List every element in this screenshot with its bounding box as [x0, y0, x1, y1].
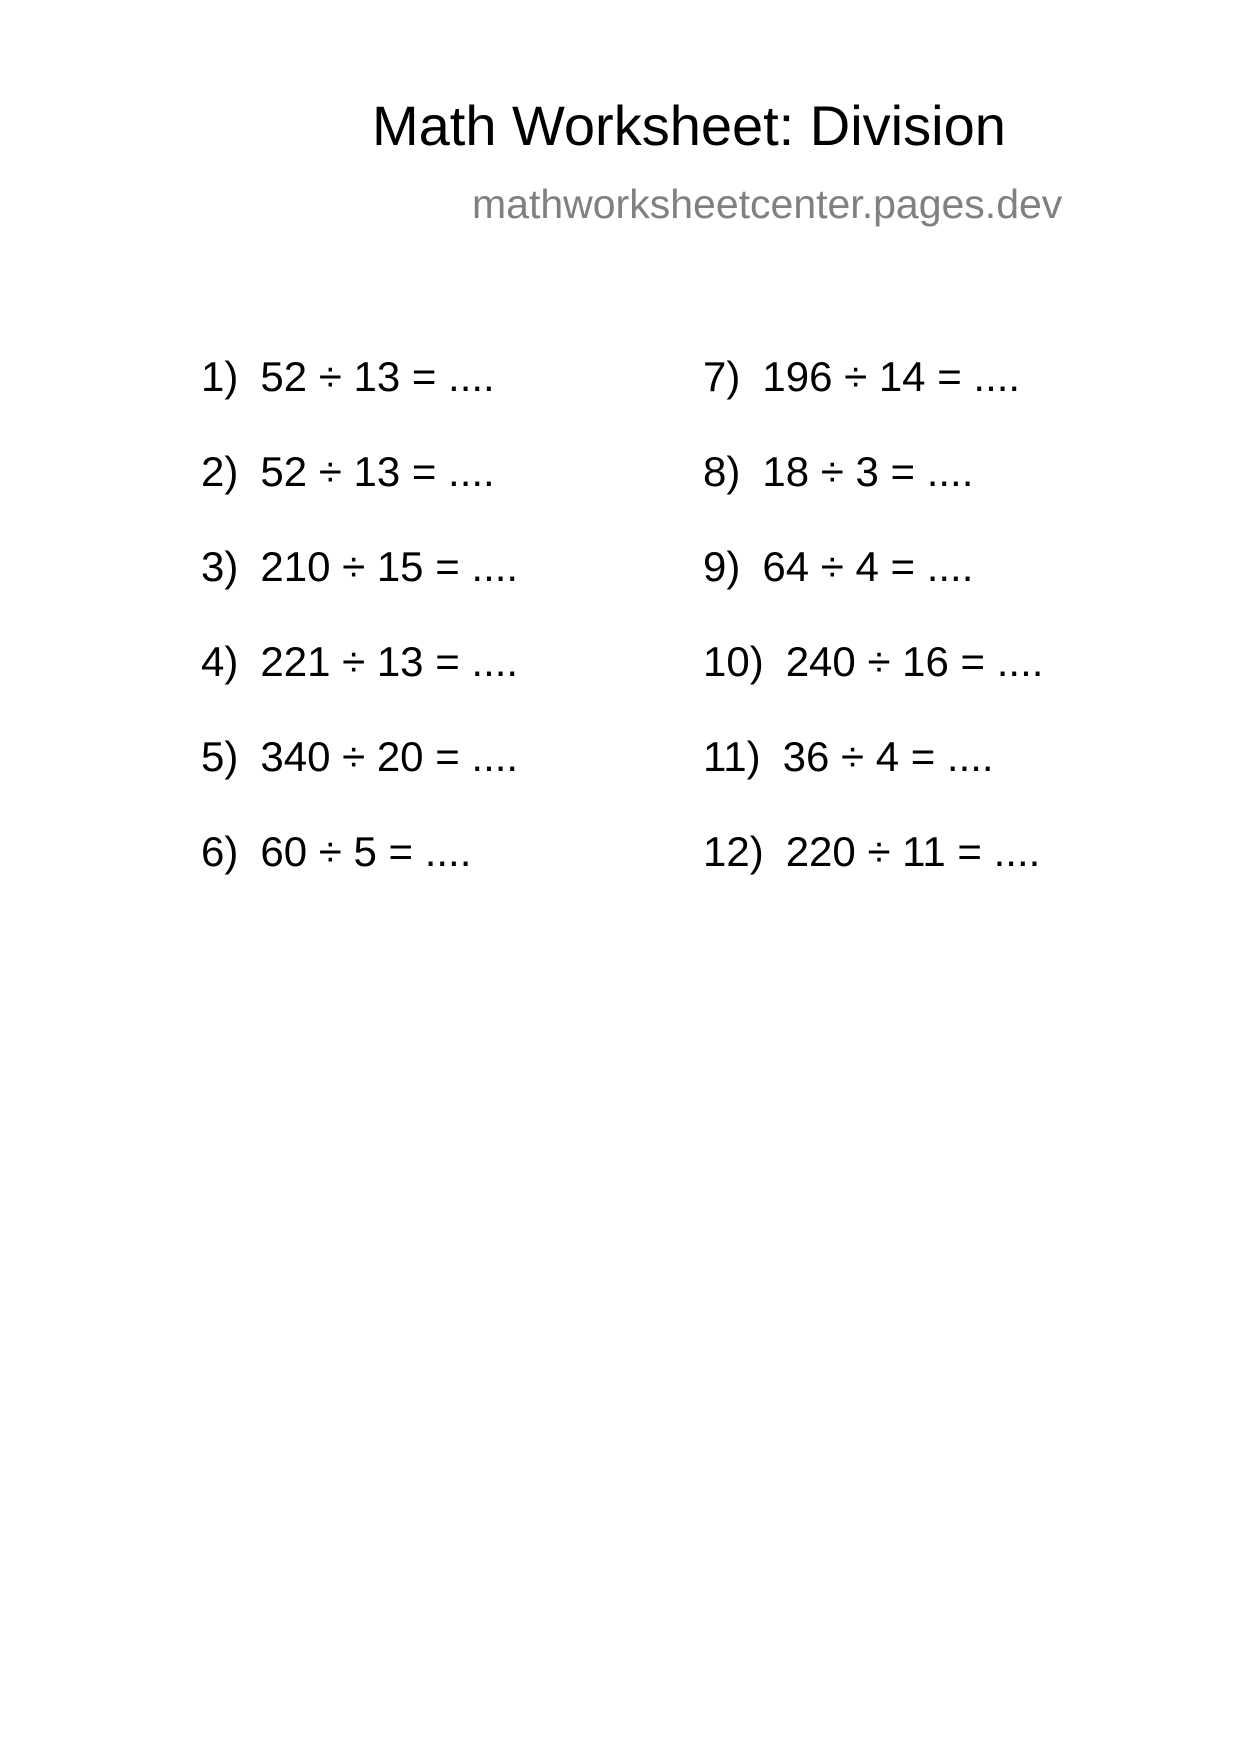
- problem-number: 8): [703, 448, 741, 495]
- problem-expression: 220 ÷ 11 = ....: [785, 828, 1041, 875]
- problem-expression: 221 ÷ 13 = ....: [260, 638, 519, 685]
- problem-number: 6): [201, 828, 239, 875]
- problem-item: [201, 638, 519, 685]
- problem-expression: 60 ÷ 5 = ....: [260, 828, 472, 875]
- problem-expression: 210 ÷ 15 = ....: [260, 543, 519, 590]
- problem-item: [703, 638, 1044, 685]
- problem-expression: 36 ÷ 4 = ....: [782, 733, 994, 780]
- problem-number: 12): [703, 828, 764, 875]
- problem-item: [703, 448, 974, 495]
- problem-expression: 52 ÷ 13 = ....: [260, 448, 495, 495]
- problem-number: 2): [201, 448, 239, 495]
- problem-number: 10): [703, 638, 764, 685]
- problem-number: 9): [703, 543, 741, 590]
- problem-item: [201, 733, 519, 780]
- problem-expression: 340 ÷ 20 = ....: [260, 733, 519, 780]
- problem-number: 7): [703, 353, 741, 400]
- problem-item: [201, 828, 472, 875]
- worksheet-title: Math Worksheet: Division: [372, 94, 1006, 157]
- problem-item: [703, 353, 1021, 400]
- problem-expression: 18 ÷ 3 = ....: [762, 448, 974, 495]
- problem-number: 4): [201, 638, 239, 685]
- problem-expression: 64 ÷ 4 = ....: [762, 543, 974, 590]
- problem-number: 11): [703, 733, 761, 780]
- problem-expression: 240 ÷ 16 = ....: [785, 638, 1044, 685]
- problem-expression: 52 ÷ 13 = ....: [260, 353, 495, 400]
- problem-number: 1): [201, 353, 239, 400]
- worksheet-header: [0, 0, 1240, 240]
- worksheet-source-url: mathworksheetcenter.pages.dev: [472, 181, 1063, 227]
- problem-item: [201, 543, 519, 590]
- problem-item: [201, 448, 495, 495]
- problem-number: 3): [201, 543, 239, 590]
- problem-item: [703, 733, 994, 780]
- problem-expression: 196 ÷ 14 = ....: [762, 353, 1021, 400]
- problem-item: [703, 543, 974, 590]
- problem-number: 5): [201, 733, 239, 780]
- problem-item: [703, 828, 1041, 875]
- problem-item: [201, 353, 495, 400]
